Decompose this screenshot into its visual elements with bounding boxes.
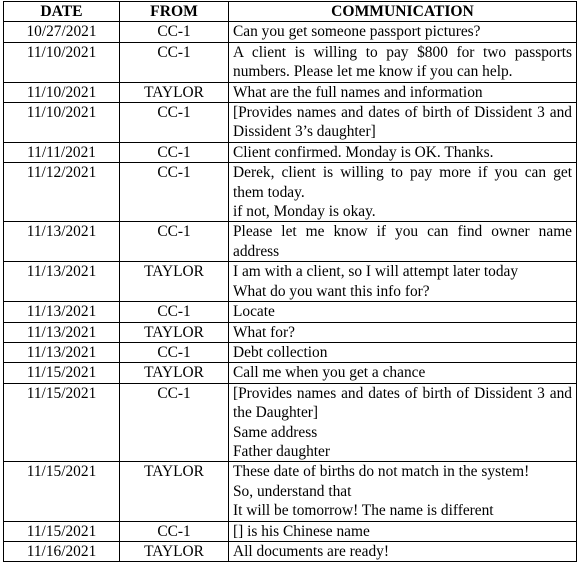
cell-from: CC-1 [120, 163, 229, 222]
cell-date: 11/10/2021 [4, 82, 120, 102]
table-row [4, 163, 577, 222]
table-body [4, 22, 577, 562]
communication-line: if not, Monday is okay. [233, 203, 376, 221]
cell-from: CC-1 [120, 42, 229, 82]
table-row [4, 363, 577, 383]
cell-from: TAYLOR [120, 363, 229, 383]
cell-communication [229, 82, 577, 102]
table-row [4, 302, 577, 322]
cell-communication [229, 262, 577, 302]
cell-date: 11/13/2021 [4, 222, 120, 262]
cell-date: 11/15/2021 [4, 383, 120, 462]
table-row [4, 103, 577, 143]
communication-line: Father daughter [233, 442, 331, 460]
table-row [4, 222, 577, 262]
cell-communication [229, 521, 577, 541]
header-communication: COMMUNICATION [229, 2, 577, 22]
communication-line: Debt collection [233, 343, 328, 361]
cell-communication [229, 142, 577, 162]
cell-from: CC-1 [120, 302, 229, 322]
communication-line: Locate [233, 303, 275, 321]
cell-date: 11/13/2021 [4, 262, 120, 302]
communication-line: A client is willing to pay $800 for two passports numbers. Please let me know if you can help. [233, 43, 572, 81]
cell-date: 11/10/2021 [4, 103, 120, 143]
cell-communication [229, 103, 577, 143]
cell-communication [229, 363, 577, 383]
cell-communication [229, 383, 577, 462]
cell-communication [229, 302, 577, 322]
communication-line: [Provides names and dates of birth of Dissident 3 and Dissident 3’s daughter] [233, 104, 572, 141]
header-date: DATE [4, 2, 120, 22]
cell-from: TAYLOR [120, 541, 229, 561]
communication-line: These date of births do not match in the system! [233, 463, 530, 481]
communication-line: All documents are ready! [233, 542, 389, 560]
table-row [4, 82, 577, 102]
cell-date: 11/13/2021 [4, 322, 120, 342]
communication-line: [] is his Chinese name [233, 522, 370, 540]
cell-communication [229, 342, 577, 362]
cell-communication [229, 22, 577, 42]
cell-from: CC-1 [120, 222, 229, 262]
cell-date: 11/13/2021 [4, 342, 120, 362]
cell-from: CC-1 [120, 383, 229, 462]
cell-from: CC-1 [120, 103, 229, 143]
cell-from: CC-1 [120, 22, 229, 42]
cell-date: 10/27/2021 [4, 22, 120, 42]
cell-from: CC-1 [120, 142, 229, 162]
communication-line: Please let me know if you can find owner name address [233, 223, 572, 260]
table-row [4, 521, 577, 541]
header-row [4, 2, 577, 22]
cell-date: 11/15/2021 [4, 521, 120, 541]
communication-line: What do you want this info for? [233, 282, 430, 300]
cell-communication [229, 42, 577, 82]
cell-from: TAYLOR [120, 462, 229, 521]
communication-line: What for? [233, 323, 295, 341]
header-from: FROM [120, 2, 229, 22]
table-row [4, 322, 577, 342]
cell-communication [229, 222, 577, 262]
cell-date: 11/12/2021 [4, 163, 120, 222]
table-row [4, 342, 577, 362]
cell-communication [229, 462, 577, 521]
table-row [4, 22, 577, 42]
cell-date: 11/10/2021 [4, 42, 120, 82]
communication-line: Client confirmed. Monday is OK. Thanks. [233, 143, 494, 161]
communication-line: Derek, client is willing to pay more if you can get them today. [233, 164, 572, 201]
communication-line: I am with a client, so I will attempt later today [233, 263, 519, 281]
table-header [4, 2, 577, 22]
communication-line: Call me when you get a chance [233, 364, 426, 382]
table-row [4, 262, 577, 302]
cell-date: 11/13/2021 [4, 302, 120, 322]
cell-from: CC-1 [120, 521, 229, 541]
cell-from: TAYLOR [120, 262, 229, 302]
cell-from: TAYLOR [120, 322, 229, 342]
communications-table [3, 1, 577, 562]
cell-from: CC-1 [120, 342, 229, 362]
cell-date: 11/11/2021 [4, 142, 120, 162]
communication-line: So, understand that [233, 482, 352, 500]
cell-date: 11/15/2021 [4, 363, 120, 383]
communication-line: [Provides names and dates of birth of Dissident 3 and the Daughter] [233, 384, 572, 422]
cell-communication [229, 322, 577, 342]
communication-line: It will be tomorrow! The name is different [233, 502, 494, 520]
table-row [4, 142, 577, 162]
cell-date: 11/16/2021 [4, 541, 120, 561]
cell-date: 11/15/2021 [4, 462, 120, 521]
cell-communication [229, 163, 577, 222]
cell-from: TAYLOR [120, 82, 229, 102]
communication-line: What are the full names and information [233, 83, 483, 101]
table-row [4, 383, 577, 462]
table-row [4, 462, 577, 521]
communication-line: Same address [233, 423, 318, 441]
communication-line: Can you get someone passport pictures? [233, 23, 481, 41]
table-row [4, 42, 577, 82]
